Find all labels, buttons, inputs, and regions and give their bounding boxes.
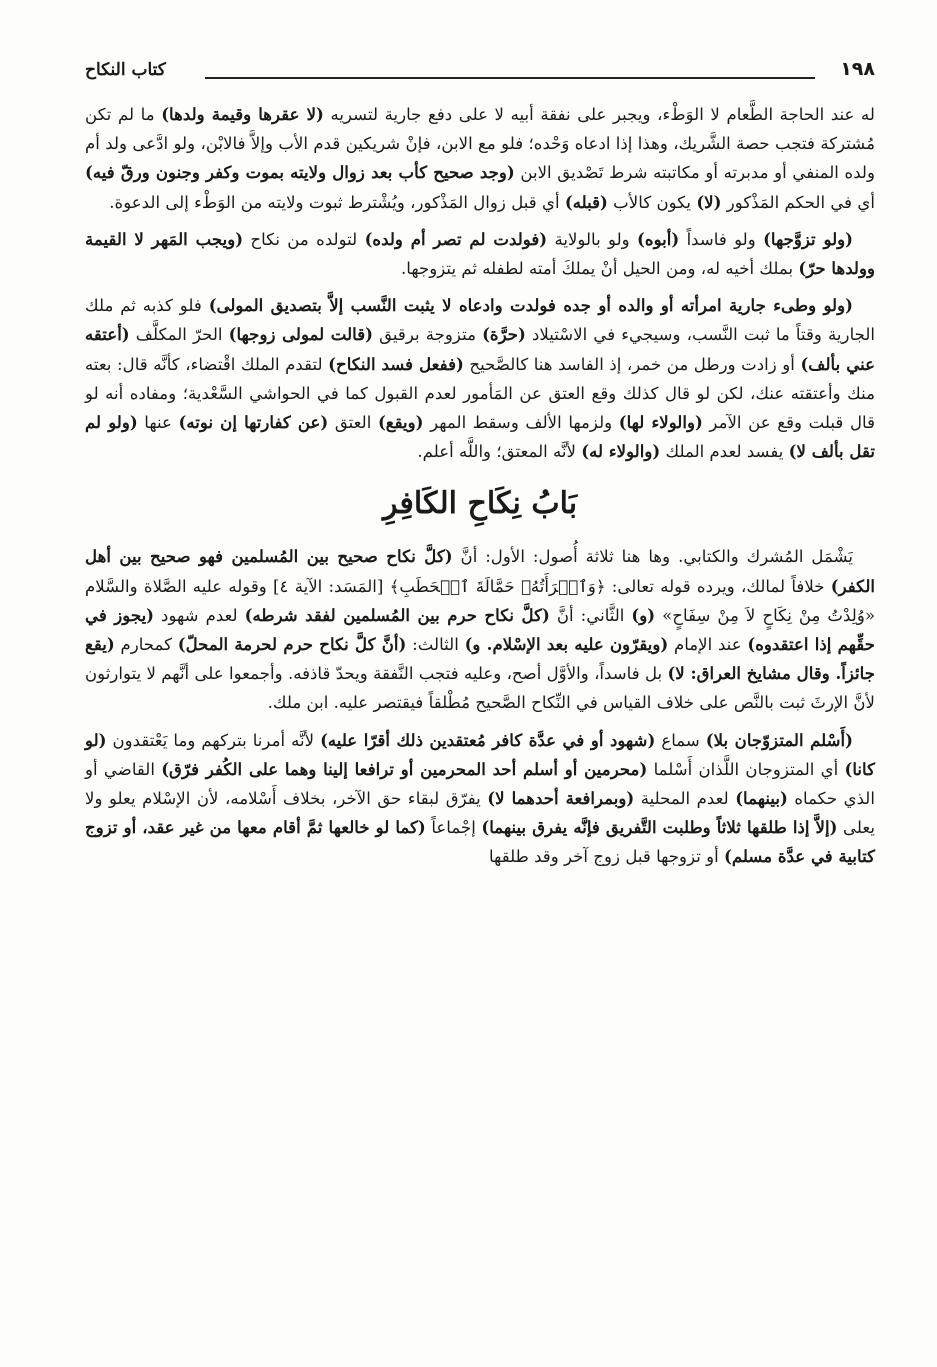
bold-text-segment: (كلَّ نكاح صحيح بين المُسلمين فهو صحيح بين أهل الكفر)	[85, 546, 875, 596]
text-segment: بل فاسداً، والأوَّل أصح، وعليه فتجب النَّفقة ويحدّ قاذفه. وأجمعوا على أنَّهم لا يتوارثون لأنَّ الإرثَ ثبت بالنَّص على خلاف القياس في النِّكاح الصَّحيح مُطْلقاً فيقتصر عليه. ابن ملك.	[85, 664, 875, 713]
bold-text-segment: (كما لو خالعها ثمَّ أقام معها من غير عقد، أو تزوج كتابية في عدَّة مسلم)	[85, 817, 875, 867]
page-number: ١٩٨	[840, 58, 875, 80]
bold-text-segment: (فولدت لم تصر أم ولده)	[364, 228, 548, 249]
text-segment: لتولده من نكاح	[243, 229, 365, 249]
page-body	[85, 100, 875, 872]
bold-text-segment: (عن كفارتها إن نوته)	[178, 412, 329, 433]
bold-text-segment: (محرمين أو أسلم أحد المحرمين أو ترافعا إلينا وهما على الكُفر فرّق)	[161, 758, 648, 779]
bold-text-segment: (ويجب المَهر لا القيمة وولدها حرّ)	[85, 228, 875, 279]
bold-text-segment: (و)	[631, 604, 656, 625]
text-segment: ولزمها الألف وسقط المهر	[423, 413, 619, 433]
text-segment: ولو فاسداً	[679, 229, 764, 249]
text-segment: خلافاً لمالك، ويرده قوله تعالى: ﴿وَٱمۡرَأَتُهُۥ حَمَّالَةَ ٱلۡحَطَبِ﴾ [المَسَد: الآية ٤] وقوله عليه الصَّلاة والسَّلام «وُلِدْتُ مِنْ نِكَاحٍ لاَ مِنْ سِفَاحٍ»	[85, 576, 875, 625]
bold-text-segment: (وجد صحيح كأب بعد زوال ولايته بموت وكفر وجنون ورقّ فيه)	[85, 162, 515, 183]
text-segment: له عند الحاجة الطَّعام لا الوَطْء، ويجبر على نفقة أبيه لا على دفع جارية لتسريه	[323, 105, 875, 124]
text-segment: ما لم تكن مُشتركة فتجب حصة الشَّريك، وهذا إذا ادعاه وَحْده؛ فلو مع الابن، فإنْ شريكين قدم الأب وإلاَّ فالابْن، ولو ادَّعى ولد أم ولده المنفي أو مدبرته أو مكاتبته شرط تَصْديق الابن	[85, 105, 875, 183]
bold-text-segment: (إلاَّ إذا طلقها ثلاثاً وطلبت التَّفريق فإنَّه يفرق بينهما)	[481, 817, 838, 838]
bold-text-segment: (ويقع)	[377, 412, 424, 433]
page-header	[85, 58, 875, 86]
text-segment: يكون كالأب	[607, 192, 697, 212]
text-segment: يَشْمَل المُشرك والكتابي. وها هنا ثلاثة أُصول: الأول: أنَّ	[452, 547, 853, 567]
chapter-title: بَابُ نِكَاحِ الكَافِرِ	[382, 486, 578, 522]
bold-text-segment: (أنَّ كلَّ نكاح حرم لحرمة المحلّ)	[177, 634, 407, 655]
bold-text-segment: (يقع جائزاً. وقال مشايخ العراق: لا)	[85, 634, 875, 684]
text-segment: لأنَّه المعتق؛ واللَّه أعلم.	[417, 442, 582, 462]
bold-text-segment: (وبمرافعة أحدهما لا)	[487, 788, 635, 809]
text-segment: لعدم شهود	[154, 605, 245, 625]
text-segment: لأنَّه أمرنا بتركهم وما يَعْتقدون	[106, 730, 321, 750]
bold-text-segment: (أعتقه عني بألف)	[85, 324, 875, 374]
text-segment: عند الإمام	[668, 635, 748, 655]
bold-text-segment: (قالت لمولى زوجها)	[228, 324, 373, 345]
bold-text-segment: (ولو وطىء جارية امرأته أو والده أو جده فولدت وادعاه لا يثبت النَّسب إلاَّ بتصديق المولى)	[208, 295, 853, 316]
bold-text-segment: (لا عقرها وقيمة ولدها)	[161, 104, 324, 124]
bold-text-segment: (شهود أو في عدَّة كافر مُعتقدين ذلك أقرّا عليه)	[320, 729, 656, 750]
paragraph	[85, 291, 875, 466]
text-segment: ولو بالولاية	[547, 229, 638, 249]
text-segment: الثالث:	[406, 635, 465, 655]
running-title: كتاب النكاح	[85, 60, 166, 80]
page	[85, 58, 875, 880]
text-segment: لتقدم الملك اقْتضاء، كأنَّه قال: بعته منك وأعتقته عنك، لكن لو قال كذلك وقع العتق عن المَأمور لعدم القبول كما في الحواشي السَّعْدية؛ ومفاده أنه لو قال قبلت وقع عن الآمر	[85, 354, 876, 433]
bold-text-segment: (ففعل فسد النكاح)	[328, 353, 464, 374]
text-segment: الحرّ المكلَّف	[129, 325, 229, 345]
bold-text-segment: (ولو تزوَّجها)	[763, 228, 854, 249]
text-segment: متزوجة برقيق	[372, 325, 483, 345]
bold-text-segment: (قبله)	[564, 191, 608, 212]
text-segment: الثَّاني: أنَّ	[549, 605, 632, 625]
text-segment: إجْماعاً	[425, 818, 482, 838]
text-segment: لعدم المحلية	[634, 789, 736, 809]
paragraph	[85, 100, 875, 217]
bold-text-segment: (أبوه)	[637, 228, 680, 249]
text-segment: فلو كذبه ثم ملك الجارية وقتاً ما ثبت النَّسب، وسيجيء في الاسْتيلاد	[85, 296, 875, 345]
header-rule	[205, 77, 815, 79]
bold-text-segment: (أَسْلم المتزوّجان بلا)	[705, 729, 853, 750]
bold-text-segment: (ويقرّون عليه بعد الإسْلام. و)	[464, 634, 669, 655]
bold-text-segment: (يجوز في حقِّهم إذا اعتقدوه)	[85, 604, 875, 655]
text-segment: كمحارم	[114, 635, 178, 655]
bold-text-segment: (لو كانا)	[85, 729, 875, 779]
bold-text-segment: (والولاء لها)	[618, 412, 703, 433]
text-segment: القاضي أو الذي حكماه	[85, 759, 875, 809]
bold-text-segment: (بينهما)	[735, 788, 788, 809]
text-segment: أو زادت ورطل من خمر، إذ الفاسد هنا كالصَّحيح	[463, 354, 801, 374]
paragraph	[85, 542, 875, 717]
text-segment: العتق	[328, 413, 378, 433]
text-segment: أي قبل زوال المَذْكور، ويُشْترط ثبوت ولايته من الوَطْء إلى الدعوة.	[109, 192, 565, 212]
text-segment: أو تزوجها قبل زوج آخر وقد طلقها	[489, 847, 725, 867]
bold-text-segment: (حرَّة)	[482, 324, 526, 345]
text-segment: سماع	[655, 730, 706, 750]
text-segment: أي في الحكم المَذْكور	[721, 192, 875, 212]
bold-text-segment: (كلَّ نكاح حرم بين المُسلمين لفقد شرطه)	[244, 604, 550, 625]
text-segment: بملك أخيه له، ومن الحيل أنْ يملكَ أمته لطفله ثم يتزوجها.	[401, 259, 799, 279]
bold-text-segment: (ولو لم تقل بألف لا)	[85, 412, 875, 462]
text-segment: يفسد لعدم الملك	[660, 442, 789, 462]
text-segment: أي المتزوجان اللَّذان أَسْلما	[647, 759, 845, 779]
text-segment: يفرّق لبقاء حق الآخر، بخلاف أَسْلامه، لأن الإسْلام يعلو ولا يعلى	[85, 789, 875, 838]
paragraph	[85, 225, 875, 283]
bold-text-segment: (والولاء له)	[581, 441, 661, 462]
paragraph	[85, 726, 875, 872]
bold-text-segment: (لا)	[696, 191, 722, 212]
text-segment: عنها	[137, 413, 179, 433]
